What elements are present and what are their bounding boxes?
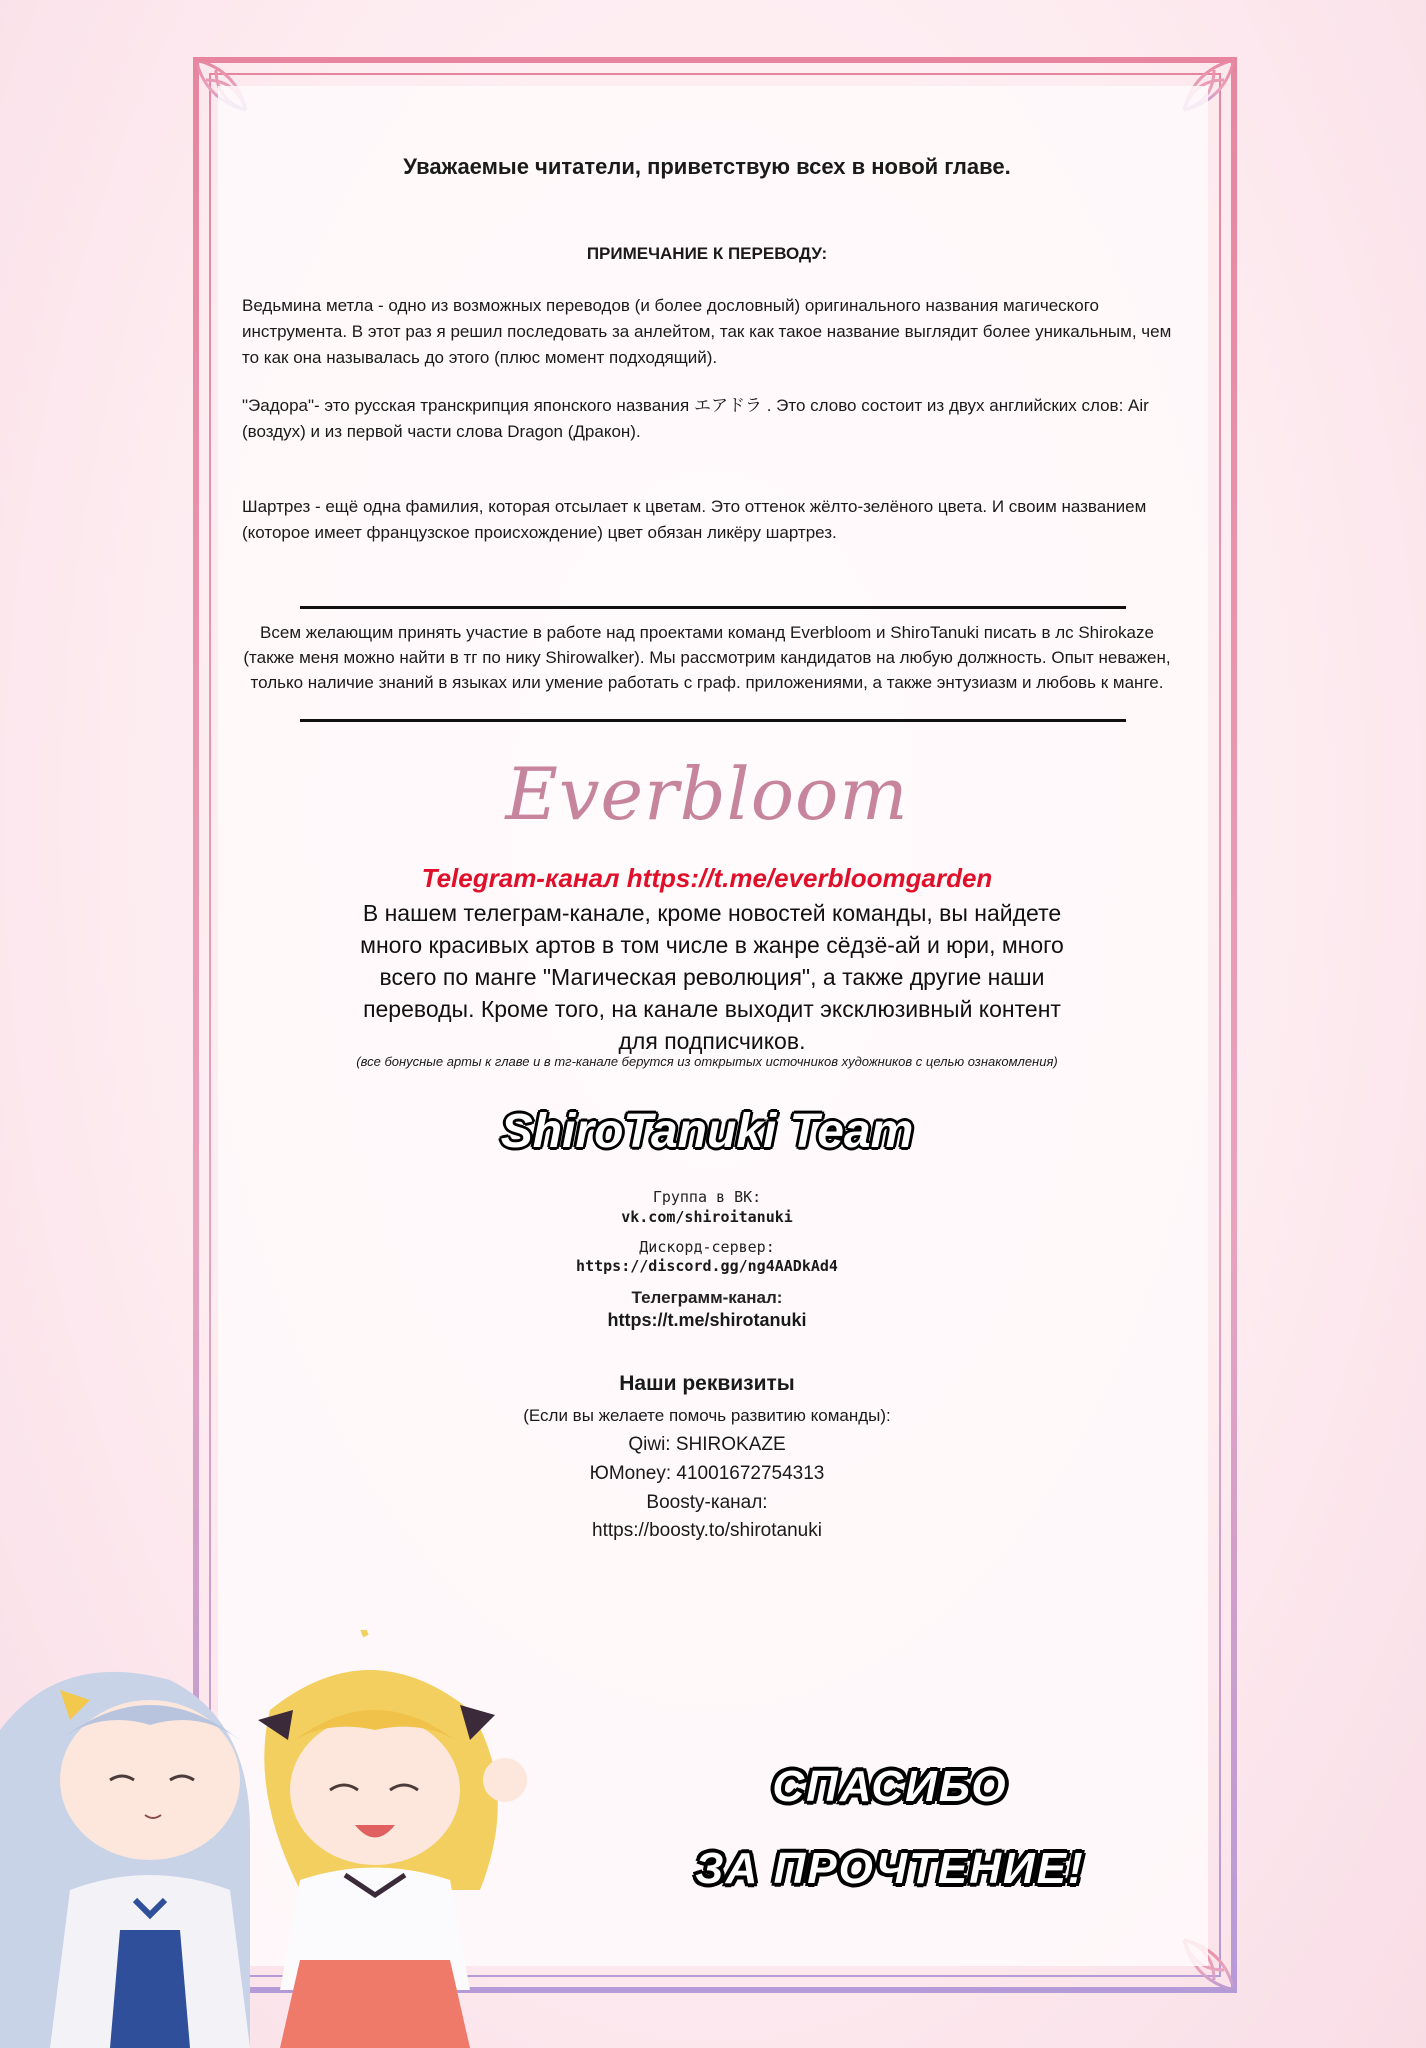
- boosty-link[interactable]: https://boosty.to/shirotanuki: [592, 1520, 822, 1541]
- yumoney-line: ЮMoney: 41001672754313: [589, 1463, 825, 1484]
- thanks-line-2: ЗА ПРОЧТЕНИЕ!: [695, 1844, 1085, 1893]
- vk-label: Группа в ВК:: [652, 1188, 762, 1206]
- thanks-line-1: СПАСИБО: [772, 1762, 1008, 1811]
- discord-label: Дискорд-сервер:: [639, 1238, 775, 1256]
- silver-haired-girl: [0, 1672, 250, 2048]
- greeting-heading: Уважаемые читатели, приветствую всех в новой главе.: [403, 154, 1011, 179]
- bonus-art-disclaimer: (все бонусные арты к главе и в тг-канале берутся из открытых источников художников с целью ознакомления): [356, 1054, 1058, 1069]
- everbloom-logo: Everbloom: [505, 752, 909, 836]
- shirotanuki-team-title: ShiroTanuki Team: [500, 1105, 914, 1158]
- requisites-subtitle: (Если вы желаете помочь развитию команды):: [523, 1406, 891, 1425]
- everbloom-telegram-link[interactable]: Telegram-канал https://t.me/everbloomgarden: [421, 863, 993, 893]
- everbloom-description: В нашем телеграм-канале, кроме новостей команды, вы найдете много красивых артов в том числе в жанре сёдзё-ай и юри, много всего по манге "Магическая революция", а также другие наши переводы. Кроме того, на канале выходит эксклюзивный контент для подписчиков.: [360, 900, 1064, 1054]
- divider: [300, 719, 1126, 722]
- divider: [300, 606, 1126, 609]
- telegram-link[interactable]: https://t.me/shirotanuki: [607, 1310, 807, 1330]
- qiwi-line: Qiwi: SHIROKAZE: [628, 1434, 786, 1455]
- chibi-characters-illustration: [0, 1630, 720, 2048]
- requisites-title: Наши реквизиты: [619, 1372, 795, 1395]
- recruitment-text: Всем желающим принять участие в работе над проектами команд Everbloom и ShiroTanuki писать в лс Shirokaze (также меня можно найти в тг по нику Shirowalker). Мы рассмотрим кандидатов на любую должность. Опыт неважен, только наличие знаний в языках или умение работать с граф. приложениями, а также энтузиазм и любовь к манге.: [243, 623, 1171, 692]
- translation-note-paragraph: Ведьмина метла - одно из возможных переводов (и более дословный) оригинального названия магического инструмента. В этот раз я решил последовать за анлейтом, так как такое название выглядит более уникальным, чем то как она называлась до этого (плюс момент подходящий).: [242, 296, 1172, 367]
- discord-link[interactable]: https://discord.gg/ng4AADkAd4: [576, 1257, 838, 1275]
- translation-note-paragraph: "Эадора"- это русская транскрипция японского названия エアドラ . Это слово состоит из двух английских слов: Air (воздух) и из первой части слова Dragon (Дракон).: [242, 396, 1149, 441]
- translation-note-heading: ПРИМЕЧАНИЕ К ПЕРЕВОДУ:: [586, 244, 828, 263]
- telegram-label: Телеграмм-канал:: [631, 1288, 783, 1307]
- blonde-girl: [258, 1630, 527, 2048]
- translation-note-paragraph: Шартрез - ещё одна фамилия, которая отсылает к цветам. Это оттенок жёлто-зелёного цвета. И своим названием (которое имеет французское происхождение) цвет обязан ликёру шартрез.: [242, 497, 1147, 542]
- vk-link[interactable]: vk.com/shiroitanuki: [621, 1208, 793, 1226]
- boosty-label: Boosty-канал:: [646, 1492, 768, 1513]
